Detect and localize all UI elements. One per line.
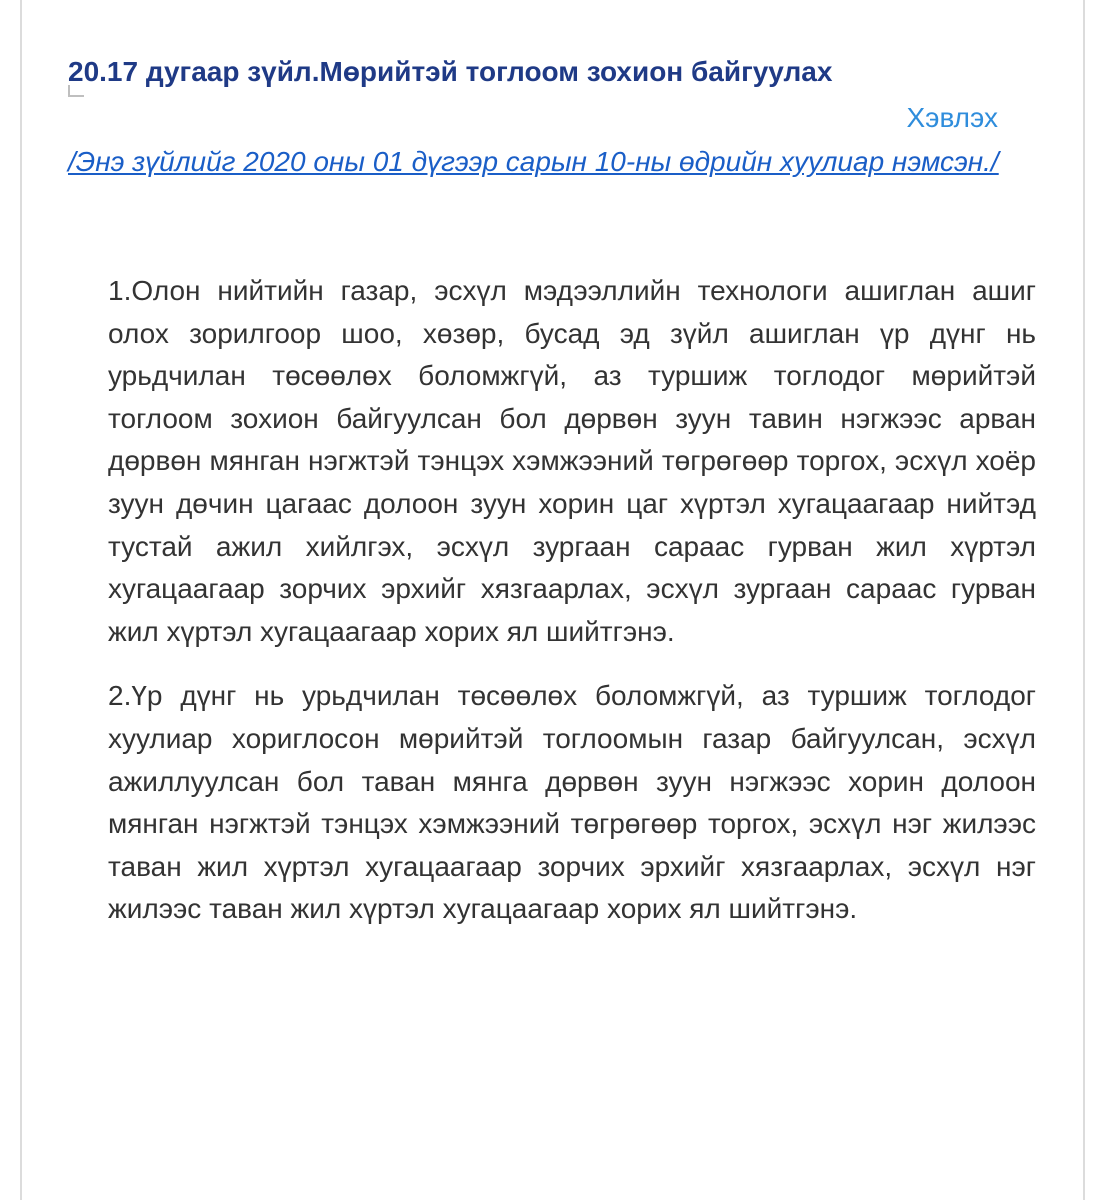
clause-2: 2.Үр дүнг нь урьдчилан төсөөлөх боломжгүй, аз туршиж тоглодог хуулиар хориглосон мөрийтэй тоглоомын газар байгуулсан, эсхүл ажиллуулсан бол таван мянга дөрвөн зуун нэгжээс хорин долоон мянган нэгжтэй тэнцэх хэмжээний төгрөгөөр торгох, эсхүл нэг жилээс таван жил хүртэл хугацаагаар зорчих эрхийг хязгаарлах, эсхүл нэг жилээс таван жил хүртэл хугацаагаар хорих ял шийтгэнэ. (108, 680, 1036, 925)
print-row (68, 96, 1036, 140)
law-article (68, 48, 1036, 931)
amendment-note-link[interactable]: /Энэ зүйлийг 2020 оны 01 дүгээр сарын 10-ны өдрийн хуулиар нэмсэн./ (68, 146, 999, 177)
clause-1: 1.Олон нийтийн газар, эсхүл мэдээллийн технологи ашиглан ашиг олох зорилгоор шоо, хөзөр, бусад эд зүйл ашиглан үр дүнг нь урьдчилан төсөөлөх боломжгүй, аз туршиж тоглодог мөрийтэй тоглоом зохион байгуулсан бол дөрвөн зуун тавин нэгжээс арван дөрвөн мянган нэгжтэй тэнцэх хэмжээний төгрөгөөр торгох, эсхүл хоёр зуун дөчин цагаас долоон зуун хорин цаг хүртэл хугацаагаар нийтэд тустай ажил хийлгэх, эсхүл зургаан сараас гурван жил хүртэл хугацаагаар зорчих эрхийг хязгаарлах, эсхүл зургаан сараас гурван жил хүртэл хугацаагаар хорих ял шийтгэнэ. (108, 275, 1036, 647)
left-margin-rule (20, 0, 22, 1200)
right-margin-rule (1083, 0, 1085, 1200)
article-title: 20.17 дугаар зүйл.Мөрийтэй тоглоом зохион байгуулах (68, 56, 833, 87)
print-link[interactable]: Хэвлэх (906, 102, 998, 133)
anchor-mark-icon (68, 85, 84, 97)
article-title-heading (68, 48, 1036, 96)
